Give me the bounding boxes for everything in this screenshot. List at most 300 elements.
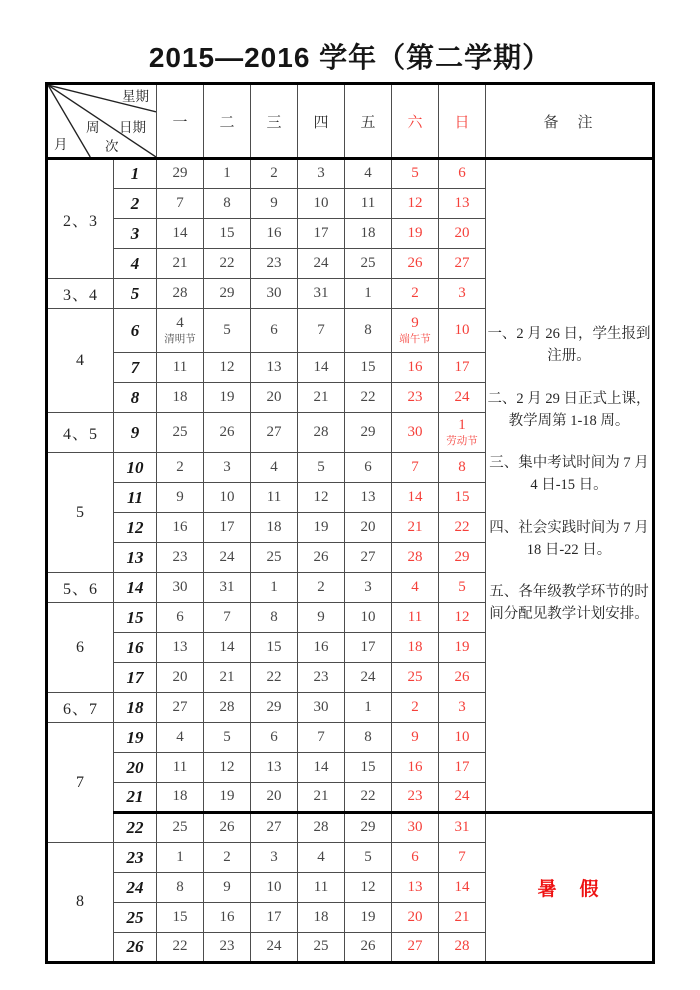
date-cell	[392, 413, 439, 453]
date-number: 17	[454, 758, 470, 775]
week-number-cell: 4	[114, 249, 157, 279]
date-number: 24	[454, 388, 470, 405]
date-cell	[345, 353, 392, 383]
date-number: 23	[172, 548, 188, 565]
date-cell	[251, 159, 298, 189]
date-cell	[439, 813, 486, 843]
date-number: 11	[360, 194, 376, 211]
weekday-header-cell: 日	[439, 84, 486, 159]
date-number: 15	[360, 358, 376, 375]
date-number: 4	[317, 848, 325, 865]
date-cell	[204, 543, 251, 573]
date-number: 21	[172, 254, 188, 271]
date-cell	[298, 309, 345, 353]
date-cell	[439, 693, 486, 723]
date-number: 29	[360, 423, 376, 440]
date-cell	[392, 513, 439, 543]
date-number: 9	[223, 878, 231, 895]
remark-note: 四、社会实践时间为 7 月 18 日-22 日。	[489, 519, 649, 558]
date-cell	[204, 603, 251, 633]
date-number: 23	[407, 388, 423, 405]
date-cell	[439, 843, 486, 873]
date-number: 25	[407, 668, 423, 685]
date-cell	[298, 873, 345, 903]
date-cell	[298, 249, 345, 279]
date-number: 15	[266, 638, 282, 655]
remark-note: 五、各年级教学环节的时间分配见教学计划安排。	[489, 584, 649, 622]
date-cell	[251, 663, 298, 693]
date-number: 20	[172, 668, 188, 685]
date-cell	[251, 383, 298, 413]
date-number: 4	[411, 578, 419, 595]
date-cell	[298, 279, 345, 309]
date-number: 30	[172, 578, 188, 595]
date-cell	[204, 753, 251, 783]
date-number: 28	[219, 698, 235, 715]
date-cell	[204, 573, 251, 603]
date-number: 29	[172, 165, 188, 182]
date-cell	[345, 513, 392, 543]
remarks-header-cell: 备 注	[486, 84, 654, 159]
date-cell	[392, 159, 439, 189]
month-group-cell: 7	[47, 723, 114, 843]
date-cell	[439, 933, 486, 963]
date-cell	[251, 189, 298, 219]
date-number: 8	[176, 878, 184, 895]
date-cell	[157, 543, 204, 573]
date-number: 5	[317, 458, 325, 475]
date-cell	[298, 413, 345, 453]
week-number-cell: 6	[114, 309, 157, 353]
date-cell	[392, 723, 439, 753]
date-cell	[298, 633, 345, 663]
date-cell	[251, 783, 298, 813]
date-number: 7	[411, 458, 419, 475]
date-number: 7	[176, 194, 184, 211]
date-cell	[298, 723, 345, 753]
date-number: 23	[266, 254, 282, 271]
summer-vacation-cell	[486, 813, 654, 963]
date-cell	[345, 413, 392, 453]
date-number: 17	[219, 518, 235, 535]
date-number: 1	[176, 848, 184, 865]
date-cell	[157, 873, 204, 903]
date-cell	[392, 453, 439, 483]
date-cell	[345, 249, 392, 279]
date-cell	[345, 383, 392, 413]
date-cell	[204, 413, 251, 453]
week-number-cell: 13	[114, 543, 157, 573]
date-cell	[251, 903, 298, 933]
date-number: 10	[219, 488, 235, 505]
date-number: 30	[407, 423, 423, 440]
date-cell	[439, 483, 486, 513]
date-number: 22	[172, 938, 188, 955]
corner-label-weekday: 星期	[122, 89, 149, 104]
month-group-cell: 5	[47, 453, 114, 573]
date-number: 19	[219, 788, 235, 805]
date-number: 19	[407, 224, 423, 241]
week-number-cell: 25	[114, 903, 157, 933]
date-number: 6	[270, 321, 278, 338]
corner-label-number: 次	[105, 139, 119, 154]
date-number: 6	[458, 165, 466, 182]
corner-label-date: 日期	[119, 120, 146, 135]
date-cell	[157, 279, 204, 309]
date-cell	[345, 783, 392, 813]
date-cell	[157, 309, 204, 353]
date-cell	[392, 753, 439, 783]
date-cell	[439, 663, 486, 693]
week-number-cell: 9	[114, 413, 157, 453]
month-group-cell: 4、5	[47, 413, 114, 453]
date-cell	[204, 483, 251, 513]
date-number: 17	[360, 638, 376, 655]
date-cell	[157, 813, 204, 843]
date-number: 26	[313, 548, 329, 565]
date-number: 2	[411, 284, 419, 301]
date-number: 17	[313, 224, 329, 241]
date-number: 27	[266, 819, 282, 836]
date-number: 20	[360, 518, 376, 535]
date-cell	[392, 309, 439, 353]
date-number: 20	[454, 224, 470, 241]
week-number-cell: 16	[114, 633, 157, 663]
date-cell	[392, 693, 439, 723]
date-cell	[251, 249, 298, 279]
date-cell	[392, 783, 439, 813]
date-number: 27	[360, 548, 376, 565]
date-cell	[204, 783, 251, 813]
date-cell	[345, 159, 392, 189]
date-number: 16	[266, 224, 282, 241]
date-number: 3	[223, 458, 231, 475]
date-cell	[439, 873, 486, 903]
date-number: 20	[266, 788, 282, 805]
week-number-cell: 3	[114, 219, 157, 249]
date-number: 13	[407, 878, 423, 895]
date-cell	[157, 693, 204, 723]
week-number-cell: 11	[114, 483, 157, 513]
date-number: 8	[270, 608, 278, 625]
date-number: 15	[360, 758, 376, 775]
date-number: 11	[407, 608, 423, 625]
date-number: 7	[223, 608, 231, 625]
date-number: 15	[172, 908, 188, 925]
week-row	[47, 159, 654, 189]
date-cell	[345, 843, 392, 873]
date-cell	[439, 413, 486, 453]
date-number: 3	[458, 698, 466, 715]
date-number: 4	[176, 315, 184, 332]
date-cell	[392, 219, 439, 249]
date-number: 26	[219, 819, 235, 836]
date-cell	[298, 543, 345, 573]
date-cell	[345, 543, 392, 573]
date-cell	[157, 573, 204, 603]
date-cell	[298, 783, 345, 813]
date-cell	[251, 843, 298, 873]
date-cell	[157, 723, 204, 753]
date-cell	[345, 189, 392, 219]
date-number: 13	[454, 194, 470, 211]
date-cell	[251, 543, 298, 573]
date-cell	[439, 723, 486, 753]
date-number: 11	[172, 358, 188, 375]
date-number: 25	[172, 423, 188, 440]
holiday-note: 劳动节	[446, 435, 478, 447]
date-cell	[251, 873, 298, 903]
date-cell	[251, 723, 298, 753]
date-cell	[298, 453, 345, 483]
date-cell	[345, 903, 392, 933]
date-cell	[204, 843, 251, 873]
date-cell	[204, 453, 251, 483]
date-number: 6	[411, 848, 419, 865]
weekday-header-cell: 四	[298, 84, 345, 159]
date-number: 30	[313, 698, 329, 715]
date-number: 23	[407, 788, 423, 805]
date-cell	[345, 573, 392, 603]
date-number: 12	[313, 488, 329, 505]
date-cell	[157, 483, 204, 513]
date-number: 9	[317, 608, 325, 625]
date-number: 7	[317, 321, 325, 338]
date-number: 2	[270, 165, 278, 182]
date-cell	[392, 543, 439, 573]
date-number: 15	[454, 488, 470, 505]
date-number: 24	[360, 668, 376, 685]
date-number: 4	[270, 458, 278, 475]
week-number-cell: 8	[114, 383, 157, 413]
date-number: 3	[317, 165, 325, 182]
date-number: 12	[219, 758, 235, 775]
date-number: 5	[364, 848, 372, 865]
date-cell	[439, 159, 486, 189]
week-number-cell: 7	[114, 353, 157, 383]
week-number-cell: 23	[114, 843, 157, 873]
date-number: 18	[313, 908, 329, 925]
date-number: 17	[266, 908, 282, 925]
date-number: 28	[407, 548, 423, 565]
date-number: 19	[360, 908, 376, 925]
date-number: 9	[411, 728, 419, 745]
date-number: 7	[458, 848, 466, 865]
date-cell	[392, 189, 439, 219]
month-group-cell: 5、6	[47, 573, 114, 603]
date-number: 8	[223, 194, 231, 211]
date-number: 12	[219, 358, 235, 375]
date-cell	[251, 513, 298, 543]
date-number: 19	[454, 638, 470, 655]
date-cell	[204, 309, 251, 353]
date-cell	[345, 603, 392, 633]
date-number: 2	[317, 578, 325, 595]
date-number: 30	[407, 819, 423, 836]
date-cell	[298, 483, 345, 513]
remark-note: 二、2 月 29 日正式上课，教学周第 1-18 周。	[487, 390, 651, 429]
holiday-note: 清明节	[164, 333, 196, 345]
date-cell	[157, 783, 204, 813]
date-number: 5	[223, 728, 231, 745]
date-cell	[439, 783, 486, 813]
date-number: 31	[219, 578, 235, 595]
date-cell	[345, 813, 392, 843]
date-number: 2	[176, 458, 184, 475]
date-number: 8	[364, 728, 372, 745]
date-number: 28	[313, 819, 329, 836]
date-number: 14	[313, 758, 329, 775]
date-number: 22	[219, 254, 235, 271]
date-cell	[345, 753, 392, 783]
date-number: 27	[172, 698, 188, 715]
date-cell	[157, 353, 204, 383]
date-number: 29	[454, 548, 470, 565]
week-number-cell: 5	[114, 279, 157, 309]
date-number: 22	[360, 788, 376, 805]
remark-note: 一、2 月 26 日，学生报到注册。	[487, 326, 651, 364]
date-number: 9	[270, 194, 278, 211]
date-cell	[345, 309, 392, 353]
date-number: 16	[219, 908, 235, 925]
week-number-cell: 10	[114, 453, 157, 483]
date-cell	[251, 219, 298, 249]
date-number: 11	[172, 758, 188, 775]
date-number: 6	[176, 608, 184, 625]
date-number: 13	[172, 638, 188, 655]
date-cell	[439, 513, 486, 543]
date-cell	[204, 693, 251, 723]
date-number: 14	[313, 358, 329, 375]
date-cell	[298, 383, 345, 413]
date-number: 2	[223, 848, 231, 865]
date-number: 5	[458, 578, 466, 595]
date-number: 23	[219, 938, 235, 955]
date-cell	[298, 353, 345, 383]
date-number: 3	[458, 284, 466, 301]
date-cell	[157, 513, 204, 543]
date-cell	[392, 573, 439, 603]
date-cell	[251, 693, 298, 723]
date-number: 12	[454, 608, 470, 625]
date-number: 8	[458, 458, 466, 475]
month-group-cell: 2、3	[47, 159, 114, 279]
remark-note: 三、集中考试时间为 7 月 4 日-15 日。	[489, 455, 649, 493]
month-group-cell: 4	[47, 309, 114, 413]
date-cell	[298, 693, 345, 723]
date-number: 27	[407, 938, 423, 955]
date-cell	[157, 413, 204, 453]
date-cell	[345, 279, 392, 309]
date-number: 30	[266, 284, 282, 301]
date-cell	[298, 573, 345, 603]
date-number: 18	[407, 638, 423, 655]
date-cell	[157, 159, 204, 189]
week-number-cell: 20	[114, 753, 157, 783]
date-cell	[439, 573, 486, 603]
date-number: 4	[364, 165, 372, 182]
date-cell	[298, 813, 345, 843]
date-cell	[204, 383, 251, 413]
date-cell	[157, 249, 204, 279]
date-cell	[392, 933, 439, 963]
date-number: 26	[407, 254, 423, 271]
week-number-cell: 14	[114, 573, 157, 603]
date-number: 7	[317, 728, 325, 745]
date-cell	[439, 219, 486, 249]
date-number: 15	[219, 224, 235, 241]
date-cell	[157, 189, 204, 219]
date-cell	[392, 843, 439, 873]
date-cell	[251, 309, 298, 353]
date-cell	[298, 513, 345, 543]
week-number-cell: 12	[114, 513, 157, 543]
date-number: 22	[360, 388, 376, 405]
date-number: 14	[454, 878, 470, 895]
date-number: 22	[266, 668, 282, 685]
date-cell	[345, 483, 392, 513]
date-cell	[298, 603, 345, 633]
date-cell	[392, 873, 439, 903]
date-cell	[204, 663, 251, 693]
date-cell	[298, 843, 345, 873]
date-cell	[439, 543, 486, 573]
date-cell	[204, 933, 251, 963]
date-cell	[251, 753, 298, 783]
date-cell	[392, 383, 439, 413]
date-number: 24	[219, 548, 235, 565]
week-number-cell: 15	[114, 603, 157, 633]
date-cell	[345, 693, 392, 723]
page-title: 2015—2016 学年（第二学期）	[148, 42, 552, 73]
date-number: 14	[407, 488, 423, 505]
date-cell	[392, 483, 439, 513]
date-number: 14	[172, 224, 188, 241]
date-cell	[157, 453, 204, 483]
date-cell	[345, 219, 392, 249]
date-cell	[251, 483, 298, 513]
date-cell	[204, 633, 251, 663]
date-cell	[345, 453, 392, 483]
date-cell	[298, 663, 345, 693]
calendar-table	[45, 82, 655, 964]
weekday-header-cell: 六	[392, 84, 439, 159]
weekday-header-cell: 五	[345, 84, 392, 159]
date-cell	[157, 843, 204, 873]
date-number: 5	[223, 321, 231, 338]
date-number: 21	[313, 388, 329, 405]
date-cell	[392, 903, 439, 933]
week-number-cell: 24	[114, 873, 157, 903]
date-cell	[439, 633, 486, 663]
date-number: 17	[454, 358, 470, 375]
date-number: 9	[176, 488, 184, 505]
date-number: 16	[172, 518, 188, 535]
month-group-cell: 3、4	[47, 279, 114, 309]
corner-label-month: 月	[54, 137, 68, 152]
date-cell	[157, 633, 204, 663]
date-cell	[251, 453, 298, 483]
date-number: 25	[360, 254, 376, 271]
date-number: 16	[407, 758, 423, 775]
date-cell	[157, 603, 204, 633]
date-number: 28	[313, 423, 329, 440]
date-number: 13	[360, 488, 376, 505]
date-cell	[251, 813, 298, 843]
calendar-body	[47, 84, 654, 963]
date-cell	[157, 383, 204, 413]
date-number: 13	[266, 358, 282, 375]
